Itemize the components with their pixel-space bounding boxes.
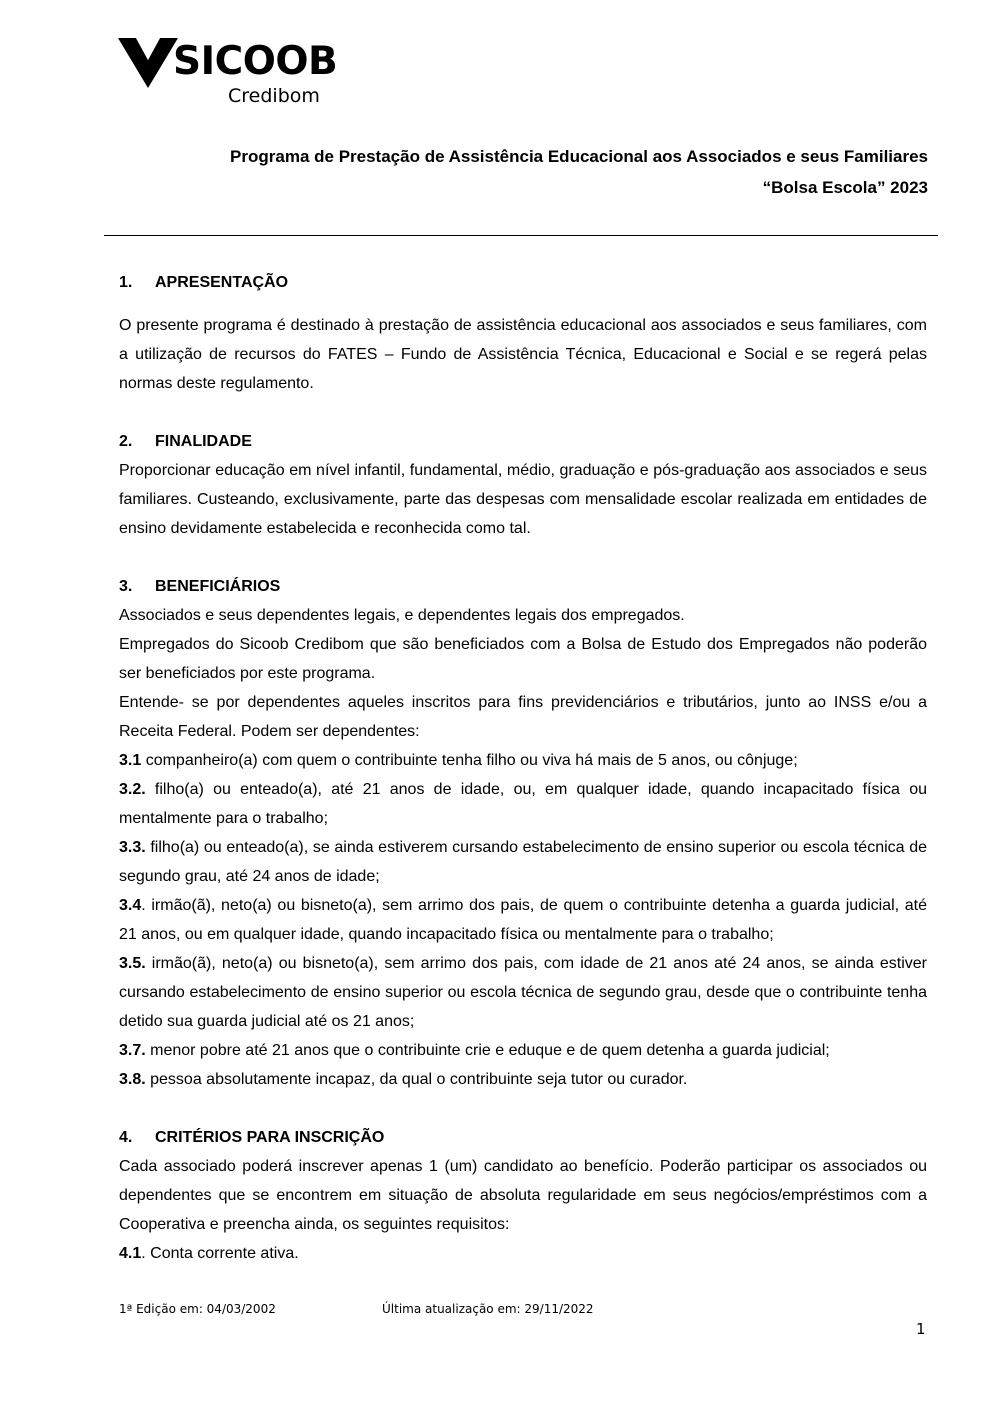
section-heading: 4. CRITÉRIOS PARA INSCRIÇÃO	[119, 1129, 385, 1146]
list-item: 3.2. filho(a) ou enteado(a), até 21 anos de idade, ou, em qualquer idade, quando incapacitado física ou mentalmente para o trabalho;	[119, 781, 927, 827]
list-item: 3.7. menor pobre até 21 anos que o contribuinte crie e eduque e de quem detenha a guarda judicial;	[119, 1042, 830, 1059]
footer-edition: 1ª Edição em: 04/03/2002	[119, 1302, 276, 1316]
section-heading: 1. APRESENTAÇÃO	[119, 274, 289, 291]
document-subtitle: “Bolsa Escola” 2023	[762, 178, 928, 197]
list-item: 3.3. filho(a) ou enteado(a), se ainda estiverem cursando estabelecimento de ensino superior ou escola técnica de segundo grau, até 24 anos de idade;	[119, 839, 927, 885]
page-number: 1	[916, 1320, 926, 1338]
logo-wordmark: SICOOB	[173, 39, 338, 84]
document-body	[119, 268, 927, 1268]
sicoob-chevron-icon	[118, 38, 178, 88]
paragraph: O presente programa é destinado à prestação de assistência educacional aos associados e seus familiares, com a utilização de recursos do FATES – Fundo de Assistência Técnica, Educacional e Social e se regerá pelas normas deste regulamento.	[119, 317, 927, 392]
list-item: 3.5. irmão(ã), neto(a) ou bisneto(a), sem arrimo dos pais, com idade de 21 anos até 24 anos, se ainda estiver cursando estabelecimento de ensino superior ou escola técnica de segundo grau, desde que o contribuinte tenha detido sua guarda judicial até os 21 anos;	[119, 955, 927, 1030]
paragraph: Associados e seus dependentes legais, e dependentes legais dos empregados.	[119, 607, 685, 624]
paragraph: Cada associado poderá inscrever apenas 1 (um) candidato ao benefício. Poderão participar os associados ou dependentes que se encontrem em situação de absoluta regularidade em seus negócios/empréstimos com a Cooperativa e preencha ainda, os seguintes requisitos:	[119, 1158, 927, 1233]
section-heading: 2. FINALIDADE	[119, 433, 252, 450]
paragraph: Entende- se por dependentes aqueles inscritos para fins previdenciários e tributários, junto ao INSS e/ou a Receita Federal. Podem ser dependentes:	[119, 694, 927, 740]
list-item: 3.4. irmão(ã), neto(a) ou bisneto(a), sem arrimo dos pais, de quem o contribuinte detenha a guarda judicial, até 21 anos, ou em qualquer idade, quando incapacitado física ou mentalmente para o trabalho;	[119, 897, 927, 943]
document-title: Programa de Prestação de Assistência Educacional aos Associados e seus Familiares	[230, 147, 928, 166]
logo-subtitle: Credibom	[228, 85, 320, 107]
paragraph: Empregados do Sicoob Credibom que são beneficiados com a Bolsa de Estudo dos Empregados não poderão ser beneficiados por este programa.	[119, 636, 927, 682]
header-divider	[104, 235, 938, 236]
section-heading: 3. BENEFICIÁRIOS	[119, 578, 281, 595]
paragraph: Proporcionar educação em nível infantil, fundamental, médio, graduação e pós-graduação aos associados e seus familiares. Custeando, exclusivamente, parte das despesas com mensalidade escolar realizada em entidades de ensino devidamente estabelecida e reconhecida como tal.	[119, 462, 927, 537]
sicoob-logo	[118, 36, 338, 110]
list-item: 3.8. pessoa absolutamente incapaz, da qual o contribuinte seja tutor ou curador.	[119, 1071, 688, 1088]
list-item: 3.1 companheiro(a) com quem o contribuinte tenha filho ou viva há mais de 5 anos, ou cônjuge;	[119, 752, 798, 769]
footer-updated: Última atualização em: 29/11/2022	[382, 1302, 594, 1316]
list-item: 4.1. Conta corrente ativa.	[119, 1245, 299, 1262]
